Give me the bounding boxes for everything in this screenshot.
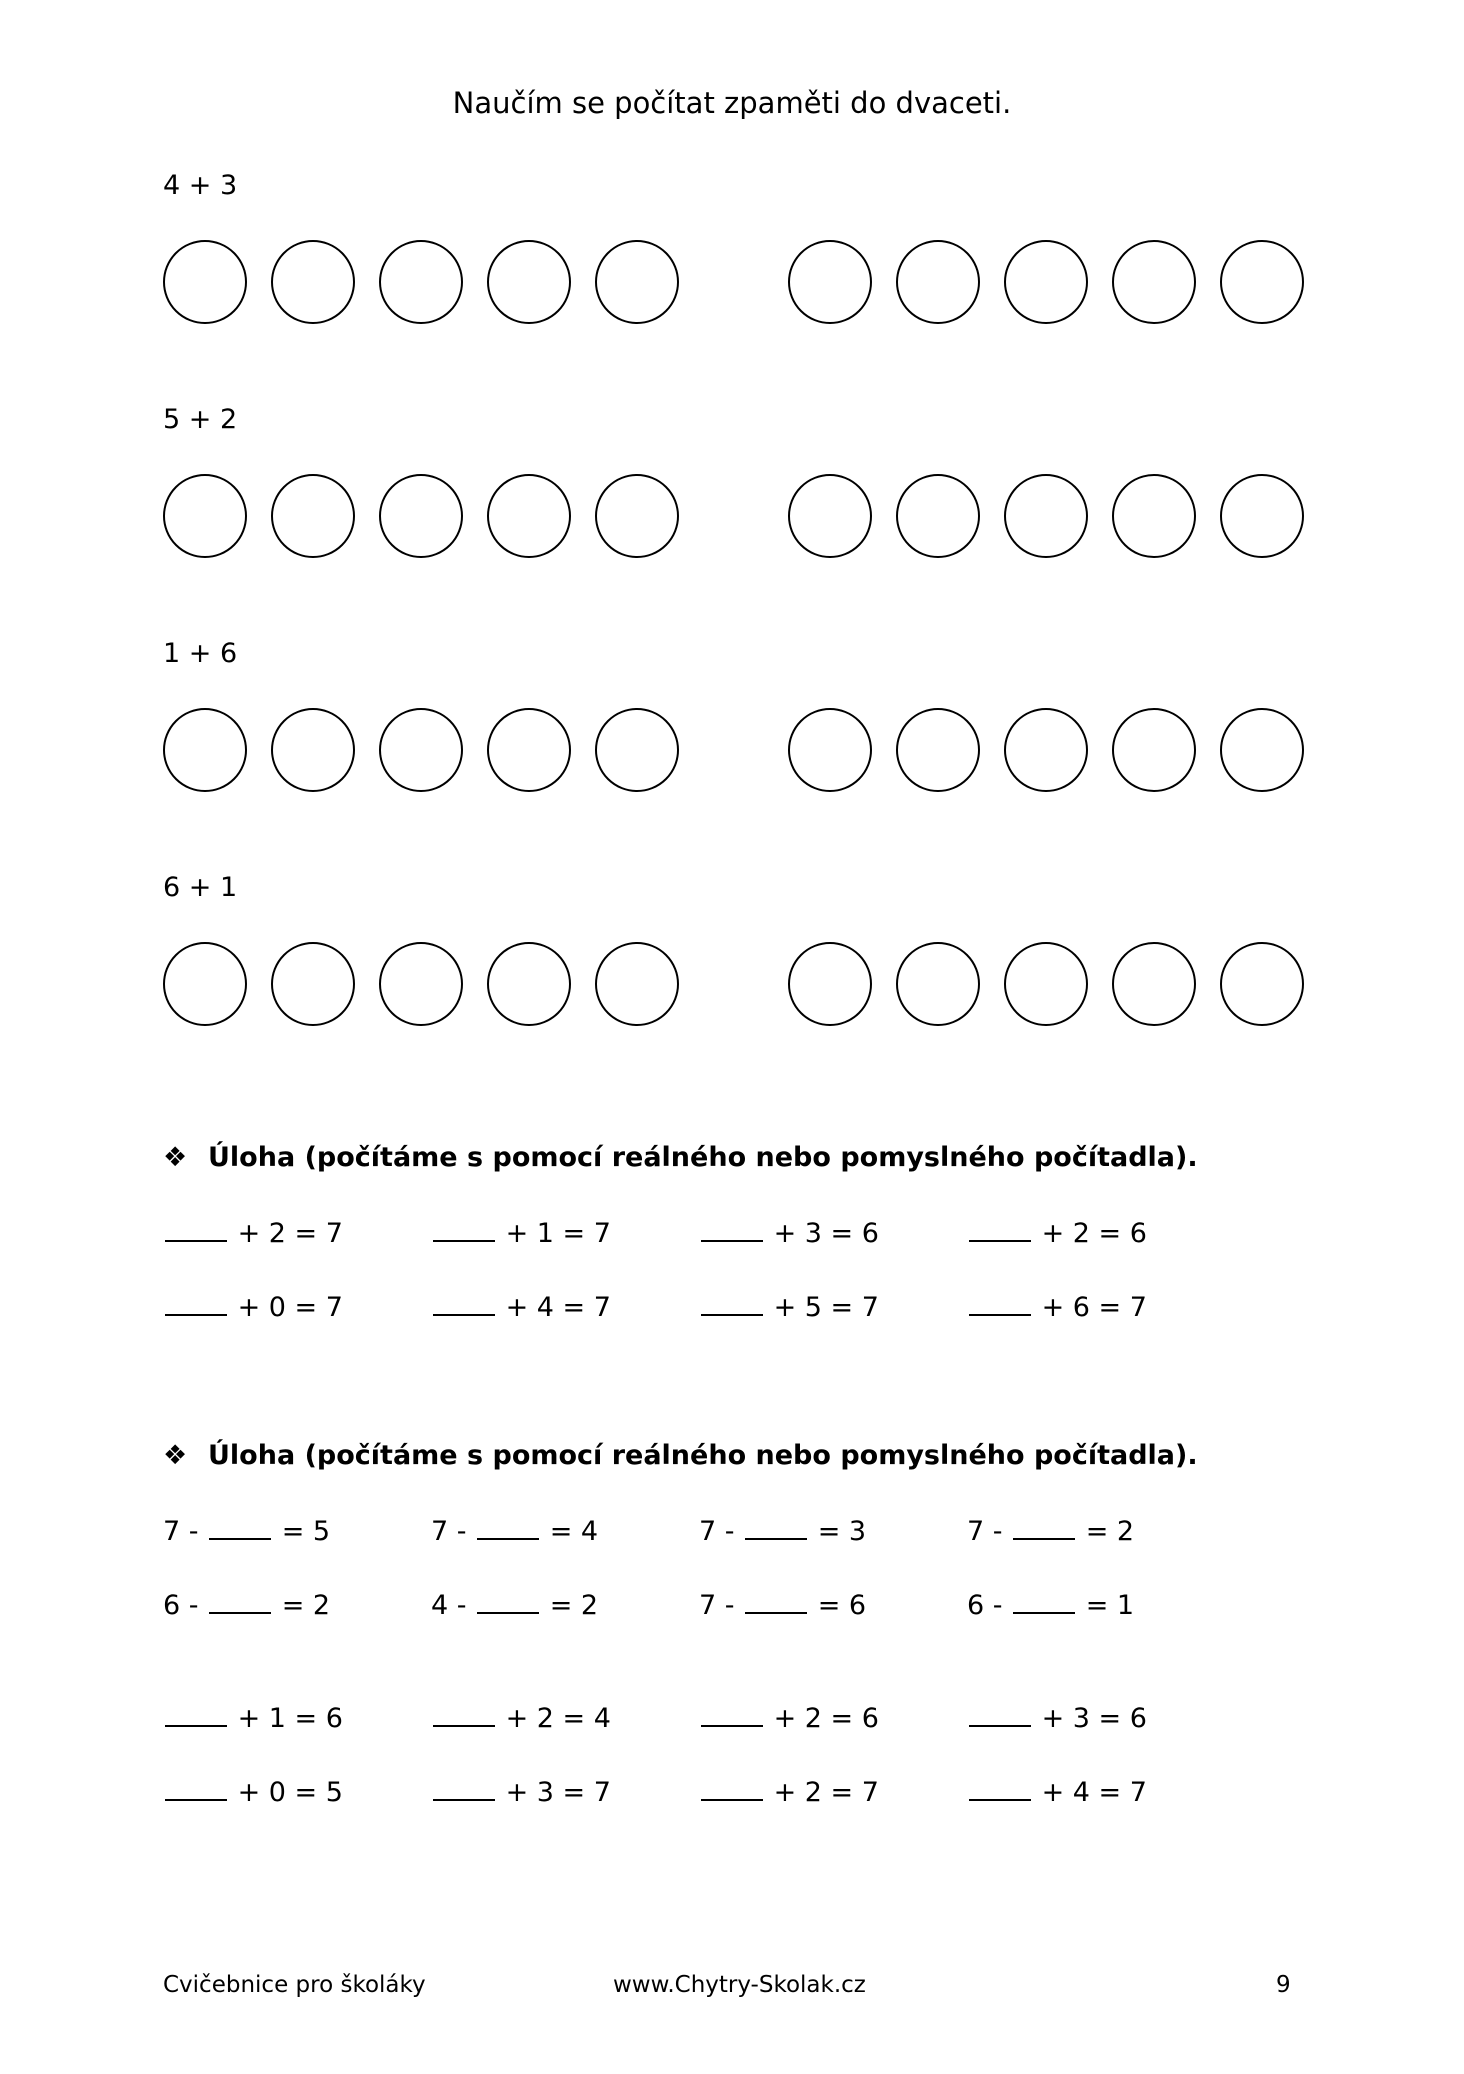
equation (431, 1216, 611, 1249)
counting-circle[interactable] (1004, 942, 1088, 1026)
equation-end: + 2 = 7 (237, 1218, 343, 1249)
counting-circle[interactable] (379, 474, 463, 558)
counting-circle[interactable] (271, 240, 355, 324)
equation-start: 7 - (431, 1516, 467, 1547)
counting-circle[interactable] (788, 942, 872, 1026)
page-number: 9 (1276, 1972, 1291, 1998)
equation-end: = 2 (1085, 1516, 1135, 1547)
equation-row (163, 1775, 1363, 1811)
equation-end: + 5 = 7 (773, 1292, 879, 1323)
equation-start: 7 - (699, 1516, 735, 1547)
counting-circle[interactable] (788, 240, 872, 324)
equation (163, 1775, 343, 1808)
answer-blank[interactable] (433, 1775, 495, 1801)
equation (699, 1216, 879, 1249)
counting-circle[interactable] (379, 708, 463, 792)
exercise-label: 5 + 2 (163, 404, 238, 435)
footer-website: www.Chytry-Skolak.cz (613, 1972, 866, 1998)
equation-end: + 2 = 4 (505, 1703, 611, 1734)
circle-row (163, 942, 1313, 1026)
answer-blank[interactable] (209, 1514, 271, 1540)
equation (967, 1514, 1134, 1547)
answer-blank[interactable] (745, 1588, 807, 1614)
counting-circle[interactable] (379, 240, 463, 324)
equation-start: 7 - (699, 1590, 735, 1621)
equation (967, 1588, 1134, 1621)
answer-blank[interactable] (433, 1701, 495, 1727)
equation-end: + 3 = 6 (773, 1218, 879, 1249)
equation-end: + 3 = 7 (505, 1777, 611, 1808)
equation-end: + 2 = 6 (1041, 1218, 1147, 1249)
equation-end: + 3 = 6 (1041, 1703, 1147, 1734)
answer-blank[interactable] (701, 1216, 763, 1242)
answer-blank[interactable] (701, 1775, 763, 1801)
equation (699, 1701, 879, 1734)
counting-circle[interactable] (1112, 240, 1196, 324)
counting-circle[interactable] (163, 474, 247, 558)
counting-circle[interactable] (1004, 474, 1088, 558)
answer-blank[interactable] (433, 1216, 495, 1242)
counting-circle[interactable] (896, 240, 980, 324)
answer-blank[interactable] (969, 1290, 1031, 1316)
counting-circle[interactable] (1004, 708, 1088, 792)
equation-start: 6 - (967, 1590, 1003, 1621)
counting-circle[interactable] (896, 942, 980, 1026)
equation (163, 1216, 343, 1249)
equation (967, 1701, 1147, 1734)
answer-blank[interactable] (209, 1588, 271, 1614)
equation-end: + 6 = 7 (1041, 1292, 1147, 1323)
answer-blank[interactable] (969, 1216, 1031, 1242)
counting-circle[interactable] (595, 942, 679, 1026)
equation (967, 1775, 1147, 1808)
counting-circle[interactable] (271, 708, 355, 792)
equation (163, 1514, 330, 1547)
equation (699, 1588, 866, 1621)
equation-end: = 1 (1085, 1590, 1135, 1621)
equation-end: = 2 (281, 1590, 331, 1621)
equation (431, 1701, 611, 1734)
task-heading-text: Úloha (počítáme s pomocí reálného nebo pomyslného počítadla). (208, 1440, 1198, 1471)
equation-end: = 5 (281, 1516, 331, 1547)
equation-row (163, 1514, 1363, 1550)
counting-circle[interactable] (595, 474, 679, 558)
counting-circle[interactable] (595, 708, 679, 792)
equation-start: 6 - (163, 1590, 199, 1621)
counting-circle[interactable] (1220, 474, 1304, 558)
equation (699, 1514, 866, 1547)
counting-circle[interactable] (788, 708, 872, 792)
equation-end: + 2 = 6 (773, 1703, 879, 1734)
equation (699, 1775, 879, 1808)
equation-end: + 4 = 7 (1041, 1777, 1147, 1808)
diamond-bullet-icon: ❖ (163, 1440, 188, 1471)
equation-end: = 3 (817, 1516, 867, 1547)
equation-start: 4 - (431, 1590, 467, 1621)
counting-circle[interactable] (487, 474, 571, 558)
counting-circle[interactable] (1112, 708, 1196, 792)
equation-start: 7 - (967, 1516, 1003, 1547)
answer-blank[interactable] (165, 1216, 227, 1242)
task-heading (163, 1142, 1198, 1173)
answer-blank[interactable] (477, 1588, 539, 1614)
equation-row (163, 1216, 1363, 1252)
counting-circle[interactable] (1220, 942, 1304, 1026)
equation (163, 1588, 330, 1621)
counting-circle[interactable] (379, 942, 463, 1026)
exercise-label: 6 + 1 (163, 872, 238, 903)
circle-row (163, 240, 1313, 324)
equation-end: = 6 (817, 1590, 867, 1621)
counting-circle[interactable] (1112, 942, 1196, 1026)
counting-circle[interactable] (788, 474, 872, 558)
answer-blank[interactable] (969, 1701, 1031, 1727)
answer-blank[interactable] (165, 1701, 227, 1727)
equation (967, 1290, 1147, 1323)
counting-circle[interactable] (163, 942, 247, 1026)
counting-circle[interactable] (896, 474, 980, 558)
exercise-label: 1 + 6 (163, 638, 238, 669)
counting-circle[interactable] (271, 942, 355, 1026)
circle-row (163, 708, 1313, 792)
counting-circle[interactable] (163, 708, 247, 792)
answer-blank[interactable] (1013, 1514, 1075, 1540)
circle-row (163, 474, 1313, 558)
equation-end: + 0 = 5 (237, 1777, 343, 1808)
answer-blank[interactable] (165, 1290, 227, 1316)
counting-circle[interactable] (896, 708, 980, 792)
counting-circle[interactable] (595, 240, 679, 324)
equation (163, 1290, 343, 1323)
equation-start: 7 - (163, 1516, 199, 1547)
equation (431, 1290, 611, 1323)
equation-row (163, 1701, 1363, 1737)
counting-circle[interactable] (1220, 708, 1304, 792)
equation (431, 1514, 598, 1547)
equation-end: + 0 = 7 (237, 1292, 343, 1323)
counting-circle[interactable] (487, 708, 571, 792)
equation (431, 1588, 598, 1621)
equation-row (163, 1588, 1363, 1624)
equation (163, 1701, 343, 1734)
answer-blank[interactable] (1013, 1588, 1075, 1614)
counting-circle[interactable] (163, 240, 247, 324)
counting-circle[interactable] (487, 240, 571, 324)
equation-end: + 1 = 7 (505, 1218, 611, 1249)
equation (699, 1290, 879, 1323)
equation-end: = 2 (549, 1590, 599, 1621)
answer-blank[interactable] (701, 1701, 763, 1727)
answer-blank[interactable] (745, 1514, 807, 1540)
counting-circle[interactable] (487, 942, 571, 1026)
counting-circle[interactable] (1220, 240, 1304, 324)
answer-blank[interactable] (433, 1290, 495, 1316)
counting-circle[interactable] (1004, 240, 1088, 324)
page-title: Naučím se počítat zpaměti do dvaceti. (452, 86, 1012, 120)
counting-circle[interactable] (271, 474, 355, 558)
task-heading-text: Úloha (počítáme s pomocí reálného nebo pomyslného počítadla). (208, 1142, 1198, 1173)
answer-blank[interactable] (477, 1514, 539, 1540)
diamond-bullet-icon: ❖ (163, 1142, 188, 1173)
footer-title: Cvičebnice pro školáky (163, 1972, 426, 1998)
answer-blank[interactable] (969, 1775, 1031, 1801)
answer-blank[interactable] (165, 1775, 227, 1801)
task-heading (163, 1440, 1198, 1471)
answer-blank[interactable] (701, 1290, 763, 1316)
equation-end: + 4 = 7 (505, 1292, 611, 1323)
equation-end: = 4 (549, 1516, 599, 1547)
equation-row (163, 1290, 1363, 1326)
equation (967, 1216, 1147, 1249)
counting-circle[interactable] (1112, 474, 1196, 558)
equation (431, 1775, 611, 1808)
equation-end: + 1 = 6 (237, 1703, 343, 1734)
equation-end: + 2 = 7 (773, 1777, 879, 1808)
exercise-label: 4 + 3 (163, 170, 238, 201)
